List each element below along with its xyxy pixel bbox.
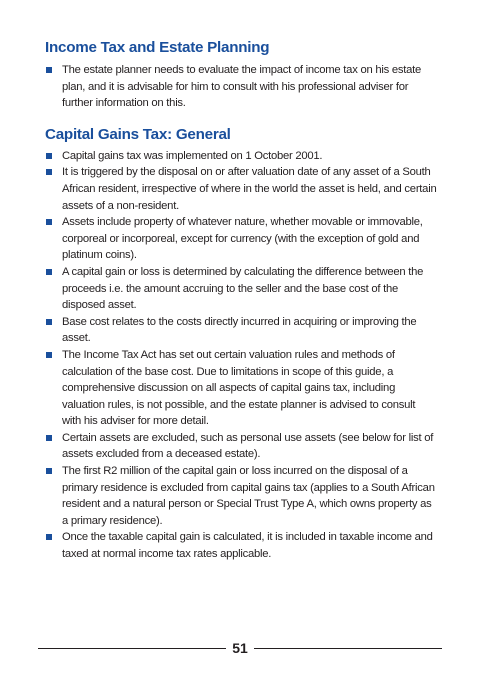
footer-rule-right <box>254 648 442 649</box>
bullet-text: Capital gains tax was implemented on 1 October 2001. <box>62 149 323 162</box>
list-item <box>45 430 437 463</box>
list-item <box>45 347 437 430</box>
square-bullet-icon <box>46 468 52 474</box>
square-bullet-icon <box>46 319 52 325</box>
section-heading-capital-gains: Capital Gains Tax: General <box>45 125 231 143</box>
square-bullet-icon <box>46 219 52 225</box>
list-item <box>45 264 437 314</box>
list-item <box>45 148 437 165</box>
square-bullet-icon <box>46 153 52 159</box>
document-page <box>45 38 437 563</box>
list-item <box>45 314 437 347</box>
bullet-text: Assets include property of whatever nature, whether movable or immovable, corporeal or incorporeal, except for currency (with the exception of gold and platinum coins). <box>62 216 423 262</box>
page-footer <box>38 636 442 660</box>
section-heading-income-tax: Income Tax and Estate Planning <box>45 39 270 56</box>
list-item <box>45 214 437 264</box>
bullet-text: The first R2 million of the capital gain or loss incurred on the disposal of a primary residence is excluded from capital gains tax (applies to a South African resident and a natural person or Special Trust Type A, which owns property as a primary residence). <box>62 465 435 527</box>
square-bullet-icon <box>46 269 52 275</box>
bullet-list-income-tax <box>45 62 437 112</box>
page-number: 51 <box>232 640 248 656</box>
footer-rule-left <box>38 648 226 649</box>
list-item <box>45 529 437 562</box>
square-bullet-icon <box>46 352 52 358</box>
bullet-list-capital-gains <box>45 148 437 563</box>
bullet-text: The estate planner needs to evaluate the impact of income tax on his estate plan, and it is advisable for him to consult with his professional adviser for further information on this. <box>62 64 421 110</box>
bullet-text: The Income Tax Act has set out certain valuation rules and methods of calculation of the base cost. Due to limitations in scope of this guide, a comprehensive discussion on all aspects of capital gains tax, including valuation rules, is not possible, and the estate planner is advised to consult with his adviser for more detail. <box>62 348 416 428</box>
bullet-text: Certain assets are excluded, such as personal use assets (see below for list of assets excluded from a deceased estate). <box>62 431 434 461</box>
list-item <box>45 164 437 214</box>
square-bullet-icon <box>46 169 52 175</box>
bullet-text: Once the taxable capital gain is calculated, it is included in taxable income and taxed at normal income tax rates applicable. <box>62 531 433 561</box>
bullet-text: It is triggered by the disposal on or after valuation date of any asset of a South African resident, irrespective of where in the world the asset is held, and certain assets of a non-resident. <box>62 166 437 212</box>
bullet-text: A capital gain or loss is determined by calculating the difference between the proceeds i.e. the amount accruing to the seller and the base cost of the disposed asset. <box>62 265 424 312</box>
list-item <box>45 463 437 529</box>
bullet-text: Base cost relates to the costs directly incurred in acquiring or improving the asset. <box>62 315 417 345</box>
list-item <box>45 62 437 112</box>
square-bullet-icon <box>46 67 52 73</box>
square-bullet-icon <box>46 534 52 540</box>
square-bullet-icon <box>46 435 52 441</box>
